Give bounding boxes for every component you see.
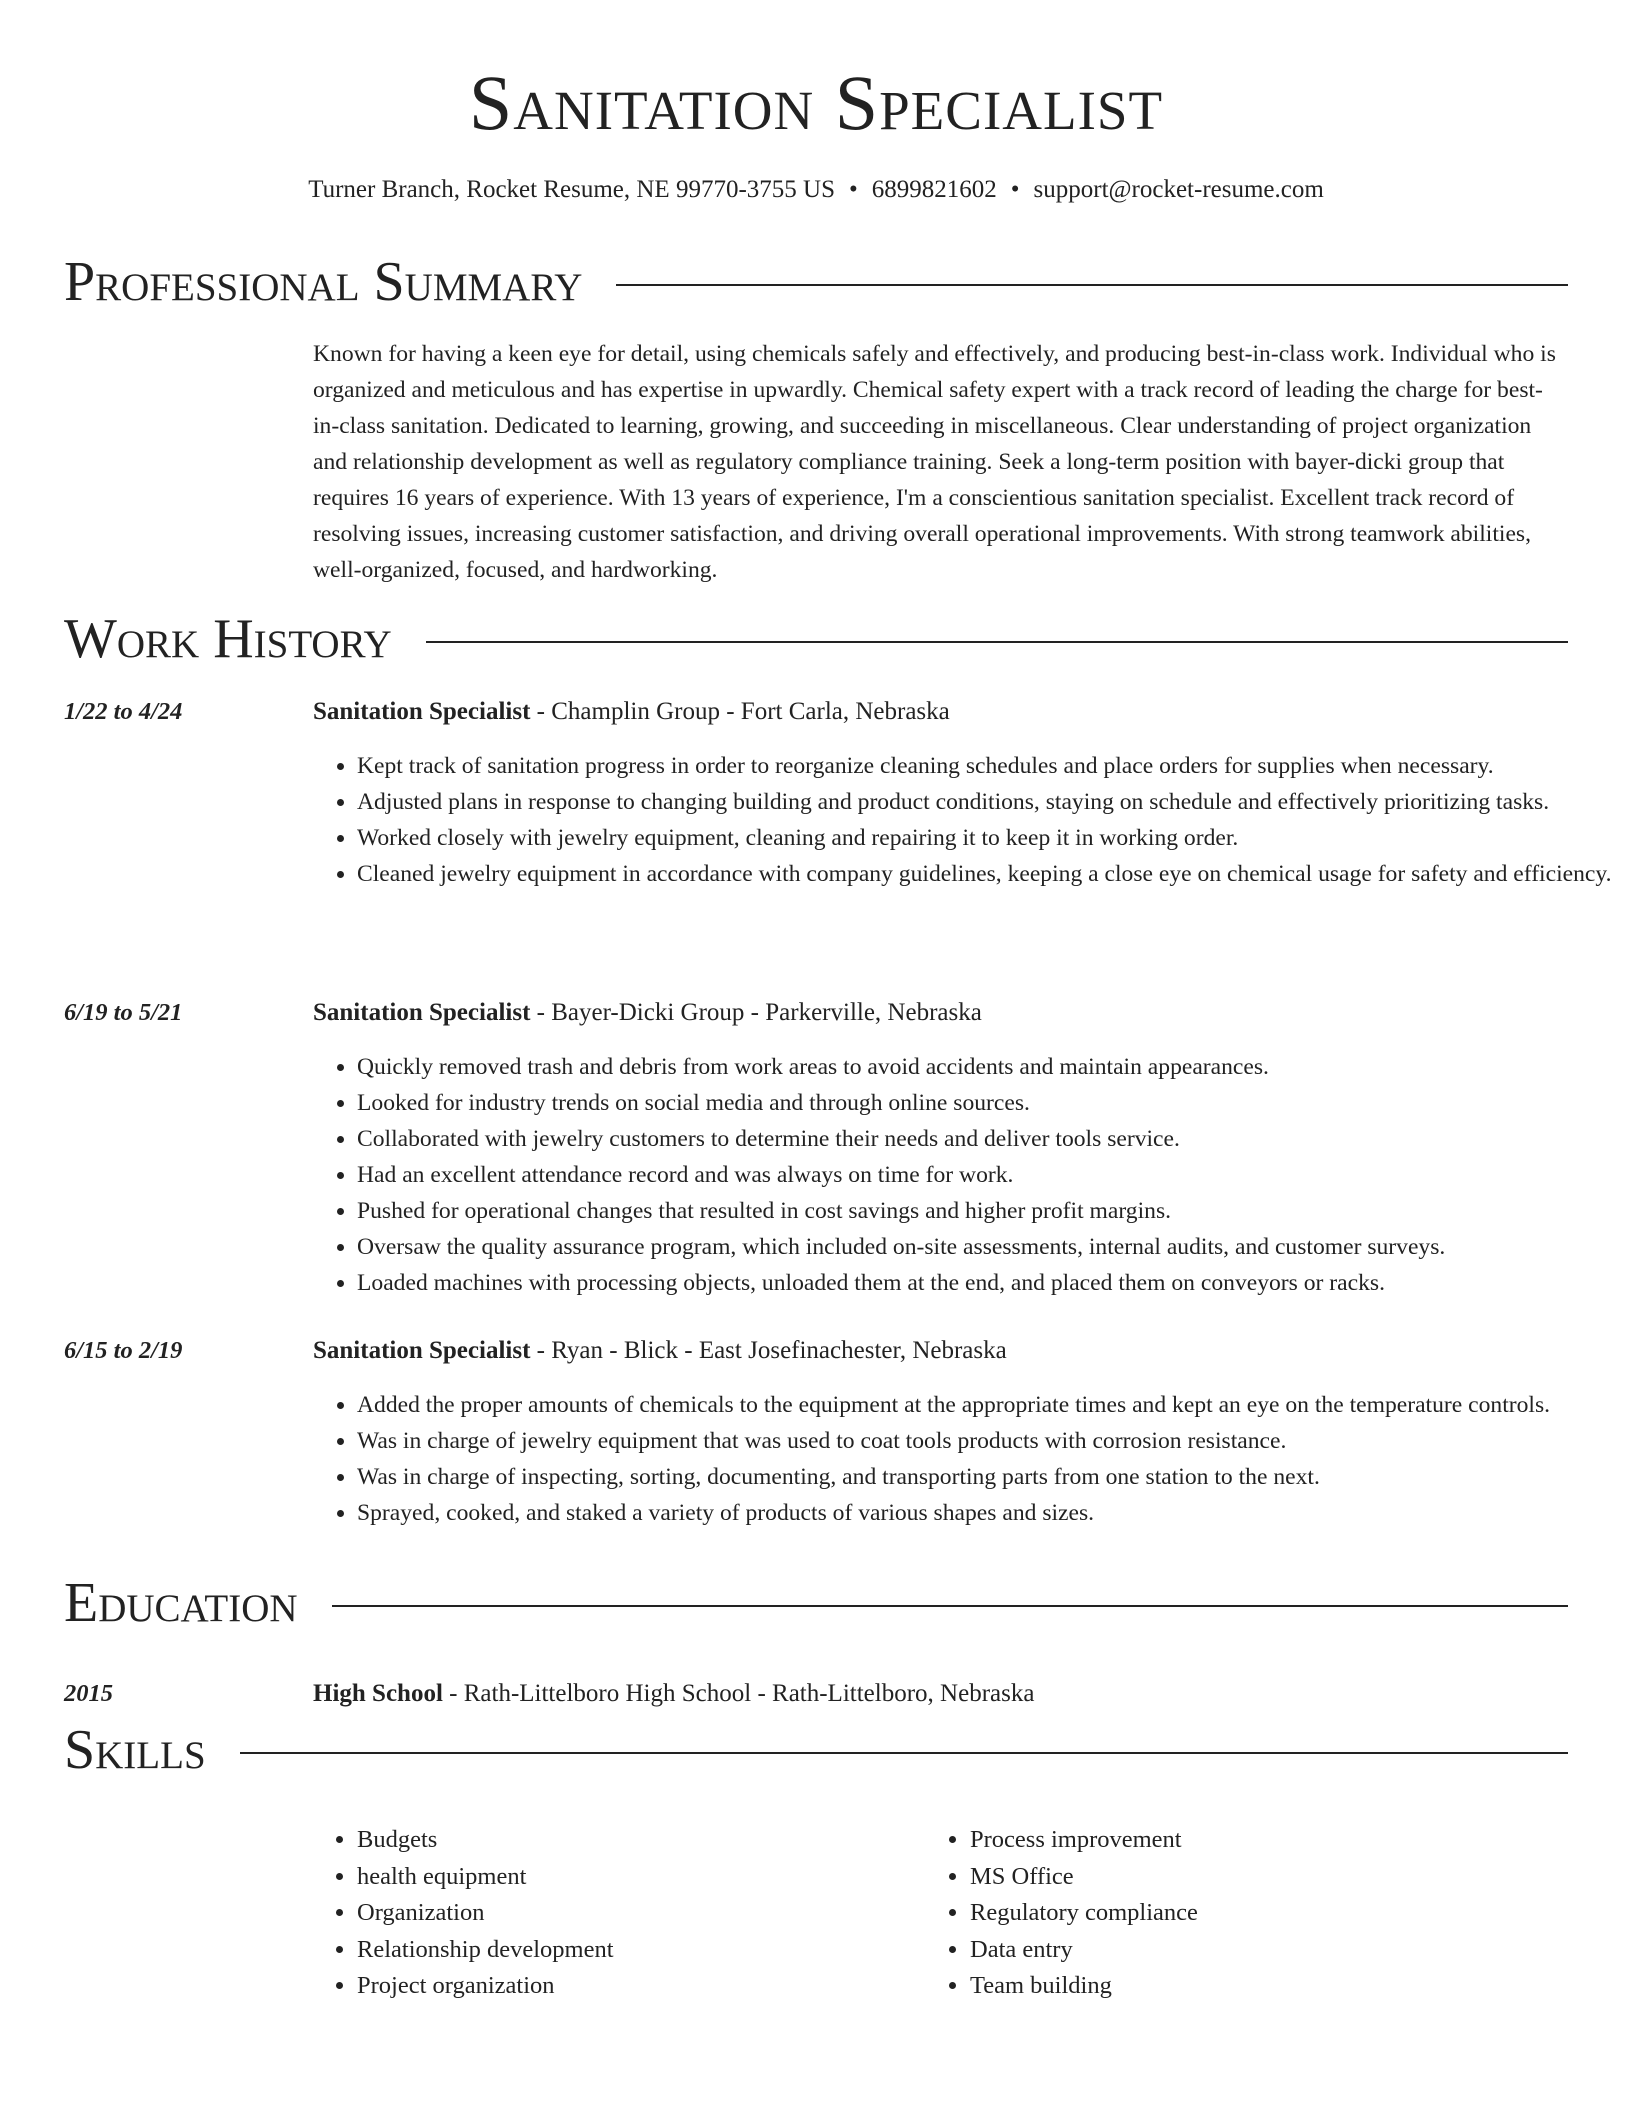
job-heading: [313, 1333, 1007, 1369]
separator-dot: •: [1010, 176, 1020, 203]
education-year: 2015: [64, 1680, 113, 1707]
contact-line: [0, 174, 1632, 207]
list-item: • Pushed for operational changes that resulted in cost savings and higher profit margins.: [357, 1193, 1615, 1229]
education-heading: [313, 1676, 1034, 1712]
summary-text: Known for having a keen eye for detail, using chemicals safely and effectively, and producing best-in-class work. Individual who is organized and meticulous and has expertise in upwardly. Chemical safety expert with a track record of leading the charge for best-in-class sanitation. Dedicated to learning, growing, and succeeding in miscellaneous. Clear understanding of project organization and relationship development as well as regulatory compliance training. Seek a long-term position with bayer-dicki group that requires 16 years of experience. With 13 years of experience, I'm a conscientious sanitation specialist. Excellent track record of resolving issues, increasing customer satisfaction, and driving overall operational improvements. With strong teamwork abilities, well-organized, focused, and hardworking.: [313, 341, 1556, 583]
phone[interactable]: 6899821602: [871, 176, 997, 203]
skill-item: • Organization: [357, 1895, 614, 1932]
job-bullets: [313, 1049, 1615, 1301]
section-title: Skills: [64, 1719, 206, 1781]
job-bullets: [313, 748, 1615, 892]
job-dates: 1/22 to 4/24: [64, 698, 183, 725]
job-title: Sanitation Specialist: [313, 999, 531, 1026]
skills-list-right: [926, 1822, 1198, 2005]
list-item: • Collaborated with jewelry customers to determine their needs and deliver tools service.: [357, 1121, 1615, 1157]
email-link[interactable]: support@rocket-resume.com: [1033, 176, 1324, 203]
skills-list-left: [313, 1822, 614, 2005]
list-item: • Adjusted plans in response to changing building and product conditions, staying on schedule and effectively prioritizing tasks.: [357, 784, 1615, 820]
list-item: • Oversaw the quality assurance program, which included on-site assessments, internal audits, and customer surveys.: [357, 1229, 1615, 1265]
job-dates: 6/15 to 2/19: [64, 1337, 183, 1364]
section-divider: [616, 284, 1568, 286]
job-bullets: [313, 1387, 1615, 1531]
job-heading: [313, 995, 982, 1031]
section-skills-header: [64, 1718, 1568, 1782]
section-divider: [240, 1752, 1568, 1754]
job-details: - Ryan - Blick - East Josefinachester, Nebraska: [530, 1337, 1007, 1364]
job-details: - Champlin Group - Fort Carla, Nebraska: [530, 698, 950, 725]
skill-item: • Budgets: [357, 1822, 614, 1859]
list-item: • Quickly removed trash and debris from work areas to avoid accidents and maintain appearances.: [357, 1049, 1615, 1085]
list-item: • Had an excellent attendance record and was always on time for work.: [357, 1157, 1615, 1193]
section-title: Work History: [64, 608, 392, 670]
job-heading: [313, 694, 950, 730]
list-item: • Added the proper amounts of chemicals to the equipment at the appropriate times and kept an eye on the temperature controls.: [357, 1387, 1615, 1423]
job-title: Sanitation Specialist: [313, 698, 531, 725]
list-item: • Kept track of sanitation progress in order to reorganize cleaning schedules and place orders for supplies when necessary.: [357, 748, 1615, 784]
section-title: Professional Summary: [64, 251, 583, 313]
school-details: - Rath-Littelboro High School - Rath-Littelboro, Nebraska: [442, 1680, 1035, 1707]
job-dates: 6/19 to 5/21: [64, 999, 183, 1026]
skill-item: • Relationship development: [357, 1932, 614, 1969]
section-divider: [426, 641, 1568, 643]
skill-item: • Data entry: [970, 1932, 1198, 1969]
degree: High School: [313, 1680, 443, 1707]
address: Turner Branch, Rocket Resume, NE 99770-3755 US: [308, 176, 835, 203]
skill-item: • Process improvement: [970, 1822, 1198, 1859]
job-details: - Bayer-Dicki Group - Parkerville, Nebraska: [530, 999, 982, 1026]
skill-item: • Project organization: [357, 1968, 614, 2005]
section-education-header: [64, 1571, 1568, 1635]
section-work-header: [64, 607, 1568, 671]
list-item: • Was in charge of jewelry equipment that was used to coat tools products with corrosion resistance.: [357, 1423, 1615, 1459]
skill-item: • health equipment: [357, 1859, 614, 1896]
list-item: • Worked closely with jewelry equipment, cleaning and repairing it to keep it in working order.: [357, 820, 1615, 856]
skill-item: • Team building: [970, 1968, 1198, 2005]
job-title: Sanitation Specialist: [313, 1337, 531, 1364]
skill-item: • MS Office: [970, 1859, 1198, 1896]
candidate-name: Sanitation Specialist: [468, 59, 1164, 146]
list-item: • Looked for industry trends on social media and through online sources.: [357, 1085, 1615, 1121]
list-item: • Cleaned jewelry equipment in accordance with company guidelines, keeping a close eye on chemical usage for safety and efficiency.: [357, 856, 1615, 892]
section-title: Education: [64, 1572, 298, 1634]
skill-item: • Regulatory compliance: [970, 1895, 1198, 1932]
separator-dot: •: [848, 176, 858, 203]
list-item: • Loaded machines with processing objects, unloaded them at the end, and placed them on conveyors or racks.: [357, 1265, 1615, 1301]
list-item: • Was in charge of inspecting, sorting, documenting, and transporting parts from one station to the next.: [357, 1459, 1615, 1495]
list-item: • Sprayed, cooked, and staked a variety of products of various shapes and sizes.: [357, 1495, 1615, 1531]
section-summary-header: [64, 250, 1568, 314]
section-divider: [332, 1605, 1568, 1607]
